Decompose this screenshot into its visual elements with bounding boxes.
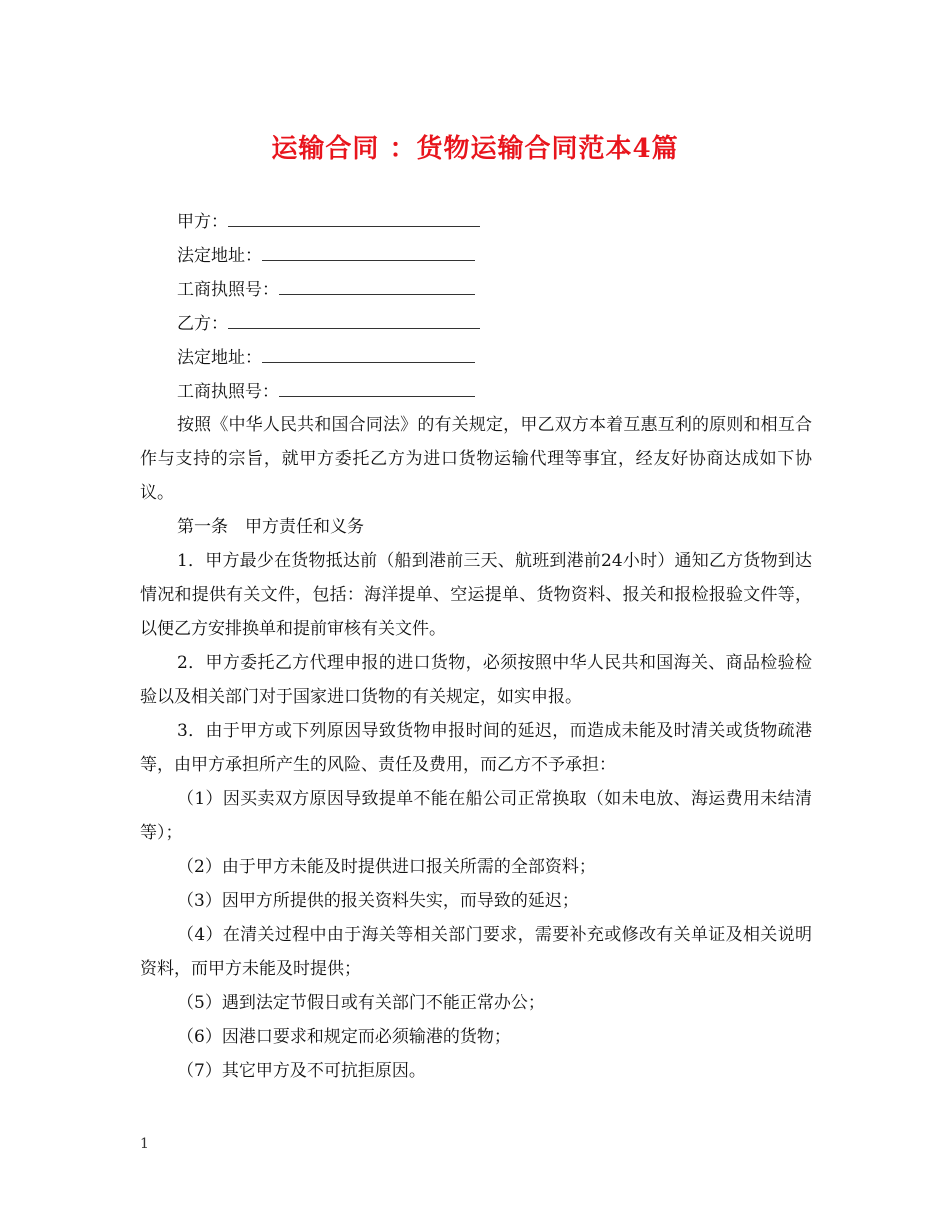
clause-3: 3．由于甲方或下列原因导致货物申报时间的延迟，而造成未能及时清关或货物疏港等，由甲方承担所产生的风险、责任及费用，而乙方不予承担： xyxy=(140,721,812,775)
party-a-license-field xyxy=(140,272,812,306)
party-b-address-field xyxy=(140,340,812,374)
party-b-blank xyxy=(228,306,480,329)
party-b-address-label: 法定地址： xyxy=(177,348,262,368)
clause-2: 2．甲方委托乙方代理申报的进口货物，必须按照中华人民共和国海关、商品检验检验以及相关部门对于国家进口货物的有关规定，如实申报。 xyxy=(140,653,812,707)
party-a-address-field xyxy=(140,238,812,272)
party-b-license-field xyxy=(140,374,812,408)
party-b-address-blank xyxy=(262,340,475,363)
subclause-1: （1）因买卖双方原因导致提单不能在船公司正常换取（如未电放、海运费用未结清等）； xyxy=(140,789,812,843)
party-a-field xyxy=(140,204,812,238)
party-b-license-blank xyxy=(279,374,475,397)
subclause-4: （4）在清关过程中由于海关等相关部门要求，需要补充或修改有关单证及相关说明资料，而甲方未能及时提供； xyxy=(140,925,812,979)
party-b-license-label: 工商执照号： xyxy=(177,382,279,402)
document-title: 运输合同 ：货物运输合同范本4篇 xyxy=(271,134,679,164)
party-a-license-blank xyxy=(279,272,475,295)
subclause-6: （6）因港口要求和规定而必须输港的货物； xyxy=(177,1027,511,1047)
document-body xyxy=(140,204,812,1088)
subclause-2: （2）由于甲方未能及时提供进口报关所需的全部资料； xyxy=(177,857,596,877)
subclause-3: （3）因甲方所提供的报关资料失实，而导致的延迟； xyxy=(177,891,579,911)
article-1-heading: 第一条 甲方责任和义务 xyxy=(177,517,364,537)
party-a-label: 甲方： xyxy=(177,212,228,232)
intro-paragraph: 按照《中华人民共和国合同法》的有关规定，甲乙双方本着互惠互利的原则和相互合作与支持的宗旨，就甲方委托乙方为进口货物运输代理等事宜，经友好协商达成如下协议。 xyxy=(140,415,812,503)
page-number: 1 xyxy=(140,1136,149,1152)
party-a-address-label: 法定地址： xyxy=(177,246,262,266)
party-b-label: 乙方： xyxy=(177,314,228,334)
subclause-5: （5）遇到法定节假日或有关部门不能正常办公； xyxy=(177,993,545,1013)
party-a-blank xyxy=(228,204,480,227)
party-a-license-label: 工商执照号： xyxy=(177,280,279,300)
clause-1: 1．甲方最少在货物抵达前（船到港前三天、航班到港前24小时）通知乙方货物到达情况和提供有关文件，包括：海洋提单、空运提单、货物资料、报关和报检报验文件等，以便乙方安排换单和提前审核有关文件。 xyxy=(140,551,812,639)
subclause-7: （7）其它甲方及不可抗拒原因。 xyxy=(177,1061,426,1081)
party-a-address-blank xyxy=(262,238,475,261)
party-b-field xyxy=(140,306,812,340)
